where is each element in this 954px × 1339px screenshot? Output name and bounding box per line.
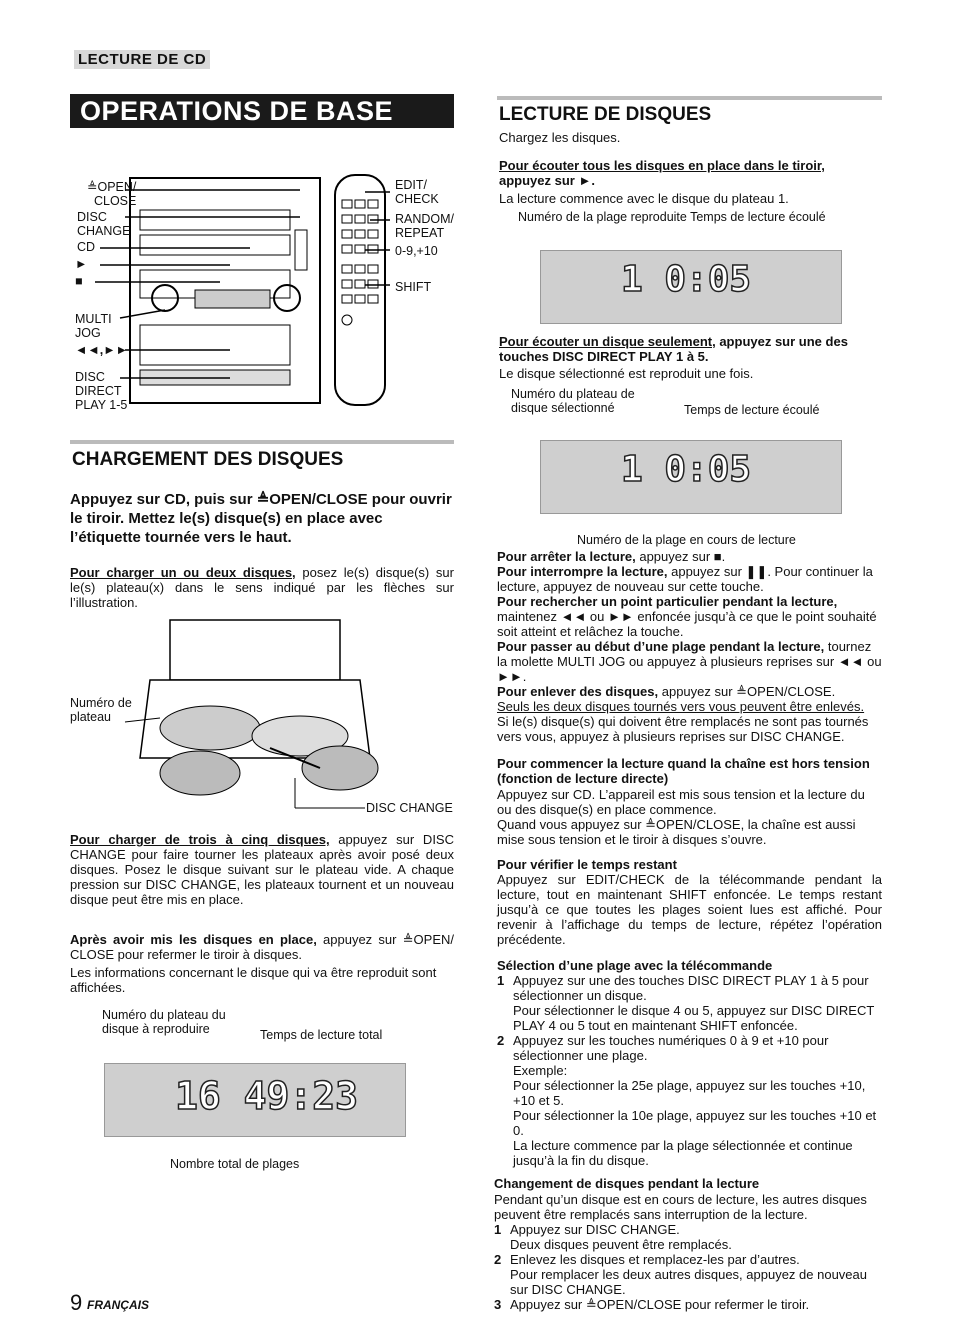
disc-change-label: DISC CHANGE [366,801,453,815]
label-multi-jog: MULTI JOG [75,312,112,340]
item-rest: appuyez sur ≜OPEN/CLOSE. [658,684,836,699]
lecture-intro: Chargez les disques. [499,130,621,145]
chargement-p3 [70,932,454,962]
page-number: 9 [70,1290,83,1315]
h6-step [494,1222,882,1252]
step-num: 1 [497,973,505,988]
label-skip: ◄◄,►► [75,343,128,357]
lecture-h6: Changement de disques pendant la lecture [494,1176,760,1191]
h2-rest: appuyez sur une des touches DISC DIRECT PLAY 1 à 5. [499,334,848,364]
p1-lead: Pour charger un ou deux disques, [70,565,296,580]
item-rest: maintenez ◄◄ ou ►► enfoncée jusqu’à ce que le point souhaité soit atteint et relâchez la touche. [497,609,877,639]
h1-text: Pour écouter tous les disques en place dans le tiroir, [499,158,825,173]
lecture-h1-body: La lecture commence avec le disque du plateau 1. [499,191,789,206]
label-disc-direct: DISC DIRECT PLAY 1-5 [75,370,128,412]
lcd2-label-right: Temps de lecture écoulé [684,403,820,417]
item-pause [497,564,882,594]
item-search [497,594,882,639]
lecture-h6-body: Pendant qu’un disque est en cours de lecture, les autres disques peuvent être remplacés sans interruption de la lecture. [494,1192,867,1222]
h6-steps [494,1222,882,1312]
label-numbers: 0-9,+10 [395,244,438,258]
item-rest: tournez la molette MULTI JOG ou appuyez à plusieurs reprises sur ◄◄ ou ►►. [497,639,882,684]
lcd3-label-right: Temps de lecture total [260,1028,383,1042]
lecture-h1 [499,158,884,188]
lecture-items [497,549,882,744]
remove-note-underlined: Seuls les deux disques tournés vers vous peuvent être enlevés. [497,699,865,714]
lcd-display-play [540,250,842,324]
label-shift: SHIFT [395,280,432,294]
label-open-close: ≜OPEN/ CLOSE [87,180,137,208]
item-lead: Pour interrompre la lecture, [497,564,668,579]
section-label: LECTURE DE CD [74,50,210,69]
item-lead: Pour passer au début d’une plage pendant la lecture, [497,639,825,654]
lcd3-label-left: Numéro du plateau du disque à reproduire [102,1008,226,1036]
remove-note: Si le(s) disque(s) qui doivent être remplacés ne sont pas tournés vers vous, appuyez à plusieurs reprises sur DISC CHANGE. [497,714,869,744]
lcd-display-total [104,1063,406,1137]
step-text: Appuyez sur ≜OPEN/CLOSE pour refermer le tiroir. [510,1297,810,1312]
h2-lead: Pour écouter un disque seulement, [499,334,716,349]
item-lead: Pour rechercher un point particulier pendant la lecture, [497,594,838,609]
h6-step [494,1297,882,1312]
lecture-h5: Sélection d’une plage avec la télécommande [497,958,773,973]
item-lead: Pour enlever des disques, [497,684,659,699]
chargement-p4: Les informations concernant le disque qui va être reproduit sont affichées. [70,965,437,995]
p1-rest: posez le(s) disque(s) sur le(s) plateau(x) dans le sens indiqué par les flèches sur l’illustration. [70,565,454,610]
device-diagram [70,170,470,415]
p2-lead: Pour charger de trois à cinq disques, [70,832,330,847]
lcd2-digits: 1 0:05 [621,449,752,490]
label-disc-change: DISC CHANGE [77,210,131,238]
lecture-h4: Pour vérifier le temps restant [497,857,677,872]
h5-steps [497,973,882,1168]
step-num: 2 [497,1033,505,1048]
step-text: Appuyez sur DISC CHANGE. Deux disques peuvent être remplacés. [510,1222,732,1252]
divider [497,96,882,100]
label-stop: ■ [75,274,83,288]
h1b-text: appuyez sur ►. [499,173,595,188]
step-num: 3 [494,1297,502,1312]
divider [70,440,454,444]
step-text: Enlevez les disques et remplacez-les par d’autres. Pour remplacer les deux autres disques, appuyez de nouveau sur DISC CHANGE. [510,1252,867,1297]
section-title-lecture: LECTURE DE DISQUES [499,104,712,125]
item-skip [497,639,882,684]
step-text: Appuyez sur une des touches DISC DIRECT PLAY 1 à 5 pour sélectionner un disque. Pour sélectionner le disque 4 ou 5, appuyez sur DISC DIRECT PLAY 4 ou 5 tout en maintenant SHIFT enfoncée. [513,973,875,1033]
item-remove [497,684,882,699]
lecture-h2-body: Le disque sélectionné est reproduit une fois. [499,366,754,381]
item-lead: Pour arrêter la lecture, [497,549,636,564]
section-title-chargement: CHARGEMENT DES DISQUES [72,449,344,470]
label-play: ► [75,257,88,271]
page-banner: OPERATIONS DE BASE [70,94,454,128]
label-edit-check: EDIT/ CHECK [395,178,439,206]
step-num: 1 [494,1222,502,1237]
chargement-p1 [70,565,454,610]
step-num: 2 [494,1252,502,1267]
item-rest: appuyez sur ❚❚. Pour continuer la lecture, appuyez de nouveau sur cette touche. [497,564,873,594]
tray-number-label: Numéro de plateau [70,696,132,724]
h6-step [494,1252,882,1297]
lcd2-label-left: Numéro du plateau de disque sélectionné [511,387,635,415]
lcd-display-direct [540,440,842,514]
step-text: Appuyez sur les touches numériques 0 à 9 et +10 pour sélectionner une plage. Exemple: Pour sélectionner la 25e plage, appuyez sur les touches +10, +10 et 5. Pour sélectionner la 10e plage, appuyez sur les touches +10 et 0. La lecture commence par la plage sélectionnée et continue jusqu’à la fin du disque. [513,1033,877,1168]
chargement-intro: Appuyez sur CD, puis sur ≜OPEN/CLOSE pour ouvrir le tiroir. Mettez le(s) disque(s) en place avec l’étiquette tournée vers le haut. [70,491,452,546]
lcd3-digits: 16 49:23 [175,1074,359,1118]
h5-step [497,1033,882,1168]
lecture-h4-body: Appuyez sur EDIT/CHECK de la télécommande pendant la lecture, tout en maintenant SHIFT enfoncée. Le temps restant jusqu’à ce que toutes les plages soient lues est affiché. Pour revenir à l’affichage du temps de lecture, répétez l’opération précédente. [497,872,882,947]
label-random-repeat: RANDOM/ REPEAT [395,212,455,240]
lcd3-label-bottom: Nombre total de plages [170,1157,300,1171]
footer-language: FRANÇAIS [87,1298,149,1312]
item-stop [497,549,882,564]
p2-rest: appuyez sur DISC CHANGE pour faire tourner les plateaux après avoir posé deux disques. Posez le disque suivant sur le plateau vide. A chaque pression sur DISC CHANGE, les plateaux tournent et un nouveau disque peut être mis en place. [70,832,454,907]
tray-illustration [70,618,460,818]
lcd2-label-bottom: Numéro de la plage en cours de lecture [577,533,796,547]
lecture-h3-body: Appuyez sur CD. L’appareil est mis sous tension et la lecture du ou des disque(s) en place commence. Quand vous appuyez sur ≜OPEN/CLOSE, la chaîne est aussi mise sous tension et le tiroir à disques s’ouvre. [497,787,865,847]
lcd1-labels: Numéro de la plage reproduite Temps de lecture écoulé [518,210,826,224]
item-rest: appuyez sur ■. [635,549,726,564]
lecture-h3: Pour commencer la lecture quand la chaîne est hors tension (fonction de lecture directe) [497,756,870,786]
p3-rest: appuyez sur ≜OPEN/ CLOSE pour refermer le tiroir à disques. [70,932,455,962]
p3-lead: Après avoir mis les disques en place, [70,932,317,947]
label-cd: CD [77,240,96,254]
h5-step [497,973,882,1033]
lcd1-digits: 1 0:05 [621,259,752,300]
lecture-h2 [499,334,884,364]
chargement-p2 [70,832,454,907]
